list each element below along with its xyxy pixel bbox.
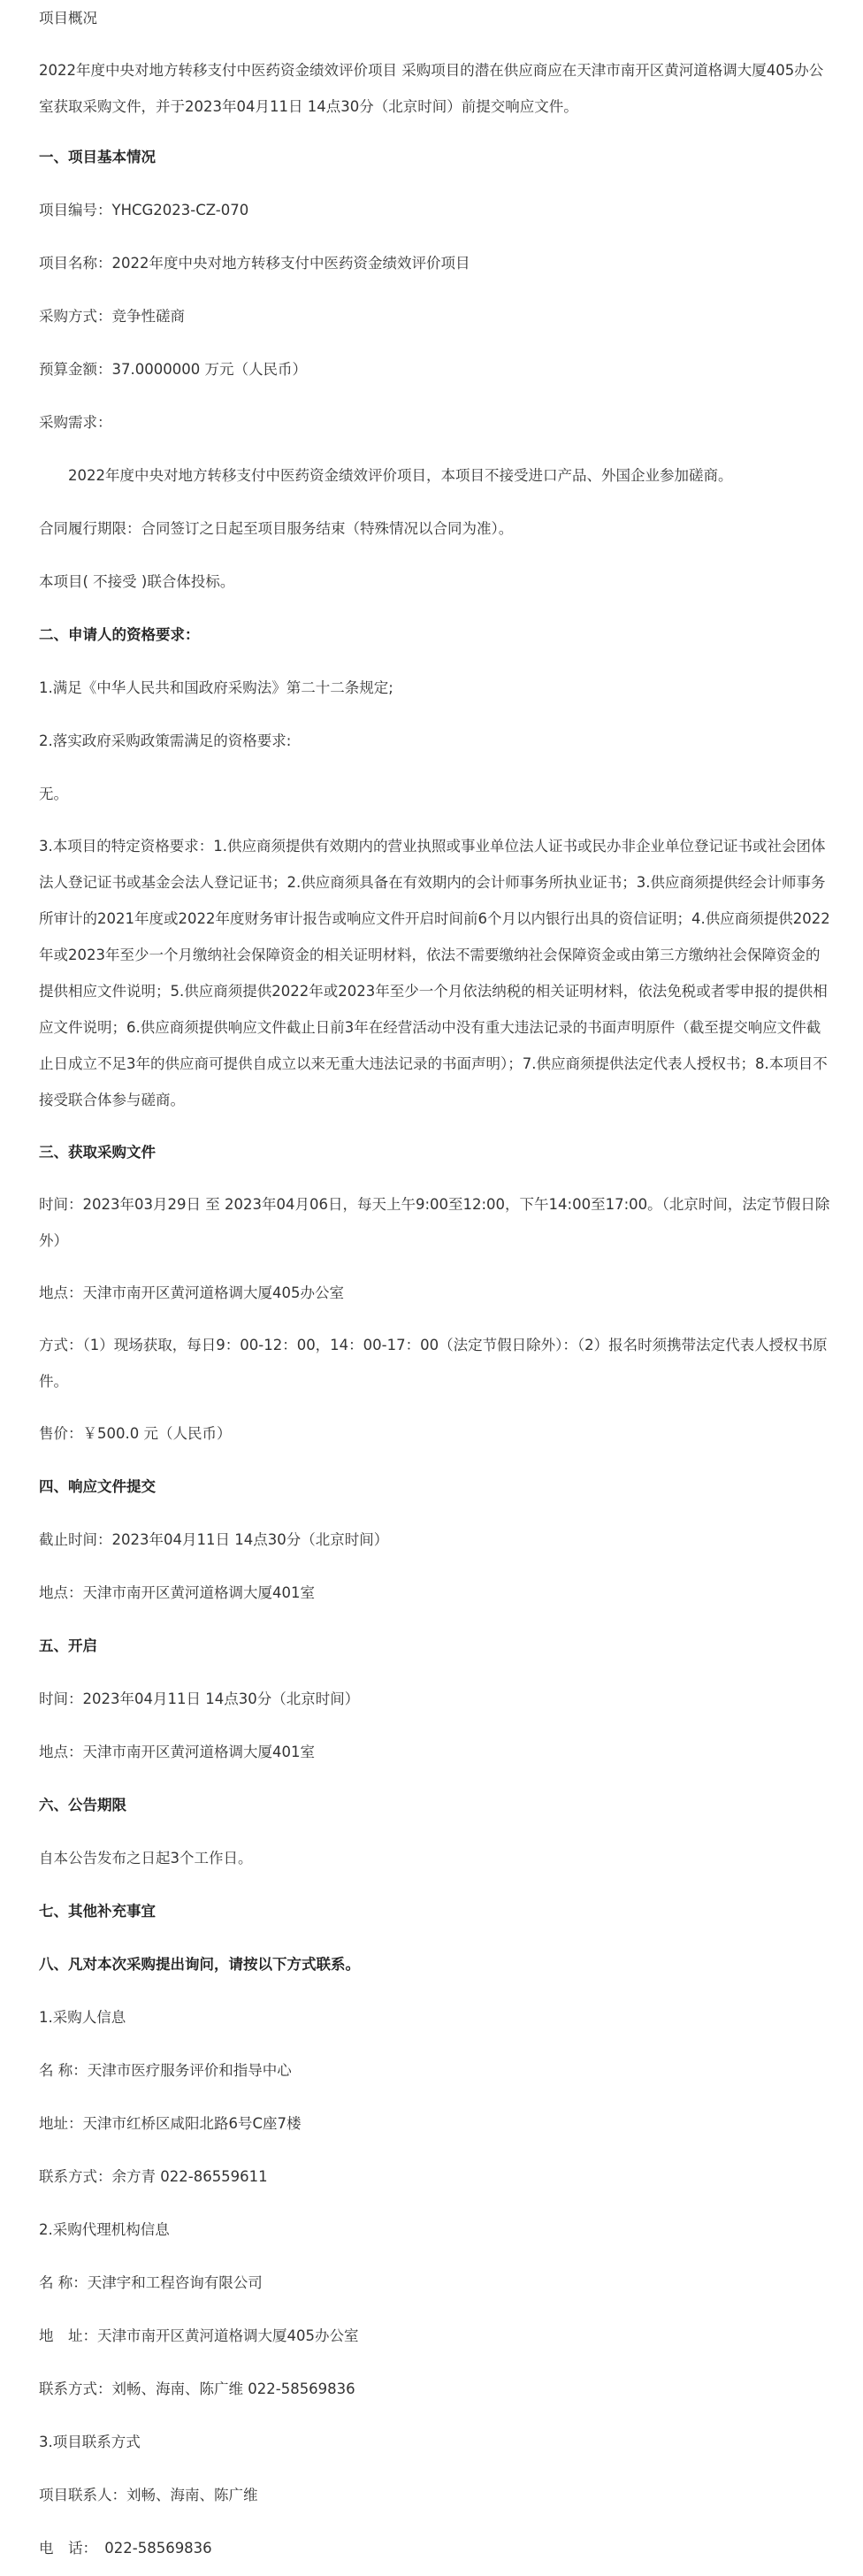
qualification-item-1: 1.满足《中华人民共和国政府采购法》第二十二条规定; — [39, 679, 393, 696]
contract-period: 合同履行期限：合同签订之日起至项目服务结束（特殊情况以合同为准）。 — [39, 520, 514, 537]
obtain-time: 时间：2023年03月29日 至 2023年04月06日，每天上午9:00至12:00，下午14:00至17:00。（北京时间，法定节假日除外） — [39, 1196, 830, 1249]
buyer-info-title: 1.采购人信息 — [39, 2009, 126, 2026]
buyer-contact: 联系方式：余方青 022-86559611 — [39, 2168, 268, 2185]
project-number: 项目编号：YHCG2023-CZ-070 — [39, 202, 249, 218]
section-2-heading: 二、申请人的资格要求： — [39, 626, 200, 643]
procurement-method: 采购方式：竞争性磋商 — [39, 308, 185, 325]
agency-info-title: 2.采购代理机构信息 — [39, 2221, 170, 2238]
agency-contact: 联系方式：刘畅、海南、陈广维 022-58569836 — [39, 2380, 355, 2397]
obtain-method: 方式：（1）现场获取，每日9：00-12：00，14：00-17：00（法定节假日除外）：（2）报名时须携带法定代表人授权书原件。 — [39, 1337, 828, 1390]
buyer-address: 地址：天津市红桥区咸阳北路6号C座7楼 — [39, 2115, 302, 2132]
submission-deadline: 截止时间：2023年04月11日 14点30分（北京时间） — [39, 1531, 389, 1548]
section-6-heading: 六、公告期限 — [39, 1797, 126, 1813]
project-phone: 电 话： 022-58569836 — [39, 2540, 212, 2557]
section-3-heading: 三、获取采购文件 — [39, 1144, 156, 1161]
section-5-heading: 五、开启 — [39, 1637, 97, 1654]
announcement-period: 自本公告发布之日起3个工作日。 — [39, 1850, 253, 1867]
obtain-place: 地点：天津市南开区黄河道格调大厦405办公室 — [39, 1284, 344, 1301]
opening-time: 时间：2023年04月11日 14点30分（北京时间） — [39, 1690, 360, 1707]
qualification-item-2: 2.落实政府采购政策需满足的资格要求: — [39, 732, 292, 749]
requirement-text: 2022年度中央对地方转移支付中医药资金绩效评价项目，本项目不接受进口产品、外国企业参加磋商。 — [68, 467, 733, 484]
project-name: 项目名称：2022年度中央对地方转移支付中医药资金绩效评价项目 — [39, 255, 470, 272]
opening-place: 地点：天津市南开区黄河道格调大厦401室 — [39, 1744, 315, 1760]
submission-place: 地点：天津市南开区黄河道格调大厦401室 — [39, 1584, 315, 1601]
section-7-heading: 七、其他补充事宜 — [39, 1903, 156, 1920]
overview-title: 项目概况 — [39, 10, 97, 27]
joint-bid-note: 本项目( 不接受 )联合体投标。 — [39, 573, 235, 590]
agency-address: 地 址：天津市南开区黄河道格调大厦405办公室 — [39, 2327, 359, 2344]
project-contact-person: 项目联系人：刘畅、海南、陈广维 — [39, 2487, 258, 2503]
overview-text: 2022年度中央对地方转移支付中医药资金绩效评价项目 采购项目的潜在供应商应在天津市南开区黄河道格调大厦405办公室获取采购文件，并于2023年04月11日 14点30分（北京时间）前提交响应文件。 — [39, 62, 824, 115]
requirement-label: 采购需求： — [39, 414, 112, 431]
qualification-none: 无。 — [39, 786, 68, 802]
project-contact-title: 3.项目联系方式 — [39, 2434, 141, 2450]
budget-amount: 预算金额：37.0000000 万元（人民币） — [39, 361, 307, 378]
buyer-name: 名 称：天津市医疗服务评价和指导中心 — [39, 2062, 292, 2079]
section-1-heading: 一、项目基本情况 — [39, 149, 156, 165]
section-4-heading: 四、响应文件提交 — [39, 1478, 156, 1495]
qualification-item-3: 3.本项目的特定资格要求：1.供应商须提供有效期内的营业执照或事业单位法人证书或民办非企业单位登记证书或社会团体法人登记证书或基金会法人登记证书；2.供应商须具备在有效期内的会计师事务所执业证书；3.供应商须提供经会计师事务所审计的2021年度或2022年度财务审计报告或响应文件开启时间前6个月以内银行出具的资信证明；4.供应商须提供2022年或2023年至少一个月缴纳社会保障资金的相关证明材料，依法不需要缴纳社会保障资金或由第三方缴纳社会保障资金的提供相应文件说明；5.供应商须提供2022年或2023年至少一个月依法纳税的相关证明材料，依法免税或者零申报的提供相应文件说明；6.供应商须提供响应文件截止日前3年在经营活动中没有重大违法记录的书面声明原件（截至提交响应文件截止日成立不足3年的供应商可提供自成立以来无重大违法记录的书面声明）；7.供应商须提供法定代表人授权书；8.本项目不接受联合体参与磋商。 — [39, 838, 830, 1108]
agency-name: 名 称：天津宇和工程咨询有限公司 — [39, 2274, 263, 2291]
document-price: 售价：￥500.0 元（人民币） — [39, 1425, 232, 1442]
section-8-heading: 八、凡对本次采购提出询问，请按以下方式联系。 — [39, 1956, 360, 1973]
